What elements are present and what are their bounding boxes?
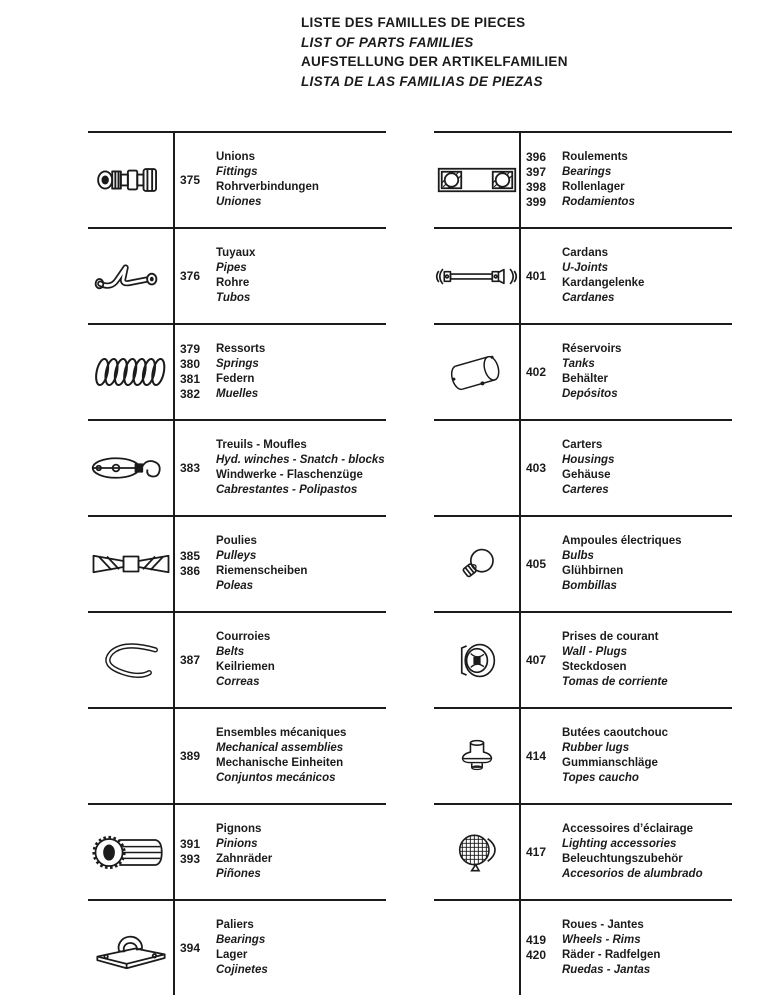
family-name: Rohrverbindungen bbox=[216, 181, 319, 193]
part-numbers bbox=[180, 749, 209, 764]
part-numbers bbox=[526, 461, 555, 476]
family-names bbox=[216, 150, 319, 210]
family-name: Pulleys bbox=[216, 550, 257, 562]
part-number: 420 bbox=[526, 948, 547, 962]
family-name: Bulbs bbox=[562, 550, 594, 562]
part-numbers bbox=[526, 365, 555, 380]
family-name: Gehäuse bbox=[562, 469, 611, 481]
family-name: Belts bbox=[216, 646, 245, 658]
family-name: Federn bbox=[216, 373, 255, 385]
wall-plug-icon bbox=[434, 613, 521, 707]
family-name: Pinions bbox=[216, 838, 258, 850]
family-names bbox=[216, 246, 255, 306]
family-name: Accessoires d’éclairage bbox=[562, 823, 694, 835]
part-number: 414 bbox=[526, 748, 547, 763]
family-name: Beleuchtungszubehör bbox=[562, 853, 683, 865]
part-number: 379 bbox=[180, 342, 201, 356]
part-numbers bbox=[180, 269, 209, 284]
parts-family-row bbox=[434, 419, 732, 515]
family-names bbox=[216, 630, 275, 690]
family-name: Bombillas bbox=[562, 580, 617, 592]
part-numbers bbox=[180, 837, 209, 867]
family-name: Réservoirs bbox=[562, 343, 622, 355]
family-name: Keilriemen bbox=[216, 661, 275, 673]
part-number: 417 bbox=[526, 844, 547, 859]
family-name: Paliers bbox=[216, 919, 254, 931]
part-numbers bbox=[180, 461, 209, 476]
parts-family-row bbox=[88, 899, 386, 995]
parts-family-row bbox=[88, 419, 386, 515]
family-text-cell bbox=[175, 229, 386, 323]
family-names bbox=[216, 726, 346, 786]
family-name: Topes caucho bbox=[562, 772, 639, 784]
part-number: 375 bbox=[180, 172, 201, 187]
family-name: Butées caoutchouc bbox=[562, 727, 669, 739]
family-names bbox=[562, 534, 682, 594]
family-name: Correas bbox=[216, 676, 260, 688]
family-names bbox=[216, 438, 385, 498]
family-text-cell bbox=[175, 421, 386, 515]
family-names bbox=[216, 918, 268, 978]
family-name: Lighting accessories bbox=[562, 838, 677, 850]
pillow-block-bearing-icon bbox=[88, 901, 175, 995]
part-number: 386 bbox=[180, 564, 201, 578]
family-names bbox=[562, 918, 660, 978]
family-names bbox=[562, 342, 621, 402]
family-name: Housings bbox=[562, 454, 615, 466]
family-name: Tanks bbox=[562, 358, 595, 370]
family-name: Rollenlager bbox=[562, 181, 625, 193]
family-name: Windwerke - Flaschenzüge bbox=[216, 469, 363, 481]
parts-column-left bbox=[88, 131, 386, 995]
page-title-line-fr: LISTE DES FAMILLES DE PIECES bbox=[301, 15, 526, 30]
belt-icon bbox=[88, 613, 175, 707]
part-number: 391 bbox=[180, 837, 201, 851]
family-name: Depósitos bbox=[562, 388, 618, 400]
family-text-cell bbox=[175, 517, 386, 611]
family-name: Rohre bbox=[216, 277, 250, 289]
part-number: 393 bbox=[180, 852, 201, 866]
page-title-line-en: LIST OF PARTS FAMILIES bbox=[301, 34, 474, 50]
part-numbers bbox=[526, 557, 555, 572]
family-name: Rodamientos bbox=[562, 196, 635, 208]
family-name: Glühbirnen bbox=[562, 565, 624, 577]
part-number: 402 bbox=[526, 364, 547, 379]
family-name: Treuils - Moufles bbox=[216, 439, 307, 451]
family-names bbox=[562, 150, 635, 210]
empty-image-cell bbox=[434, 901, 521, 995]
family-name: Tuyaux bbox=[216, 247, 256, 259]
family-name: Kardangelenke bbox=[562, 277, 645, 289]
page-title bbox=[301, 13, 568, 91]
family-text-cell bbox=[175, 325, 386, 419]
family-names bbox=[562, 822, 703, 882]
family-name: Ampoules électriques bbox=[562, 535, 682, 547]
page-title-line-de: AUFSTELLUNG DER ARTIKELFAMILIEN bbox=[301, 54, 568, 69]
family-name: Behälter bbox=[562, 373, 609, 385]
family-name: Tomas de corriente bbox=[562, 676, 668, 688]
tank-icon bbox=[434, 325, 521, 419]
family-text-cell bbox=[521, 133, 732, 227]
family-name: Lager bbox=[216, 949, 248, 961]
pipe-fittings-icon bbox=[88, 133, 175, 227]
family-text-cell bbox=[521, 901, 732, 995]
part-number: 381 bbox=[180, 372, 201, 386]
part-numbers bbox=[180, 342, 209, 402]
family-text-cell bbox=[521, 517, 732, 611]
parts-family-row bbox=[88, 707, 386, 803]
family-name: Cojinetes bbox=[216, 964, 268, 976]
part-numbers bbox=[526, 653, 555, 668]
family-name: Steckdosen bbox=[562, 661, 627, 673]
family-name: Räder - Radfelgen bbox=[562, 949, 661, 961]
family-name: Accesorios de alumbrado bbox=[562, 868, 703, 880]
family-name: Mechanische Einheiten bbox=[216, 757, 344, 769]
family-names bbox=[562, 630, 668, 690]
family-name: Carters bbox=[562, 439, 603, 451]
parts-column-right bbox=[434, 131, 732, 995]
family-name: Prises de courant bbox=[562, 631, 659, 643]
parts-family-row bbox=[434, 899, 732, 995]
parts-family-row bbox=[88, 131, 386, 227]
family-text-cell bbox=[175, 805, 386, 899]
family-name: Ruedas - Jantas bbox=[562, 964, 651, 976]
family-name: Tubos bbox=[216, 292, 251, 304]
family-name: Pignons bbox=[216, 823, 262, 835]
family-text-cell bbox=[521, 325, 732, 419]
family-name: Conjuntos mecánicos bbox=[216, 772, 336, 784]
part-number: 396 bbox=[526, 150, 547, 164]
parts-family-row bbox=[88, 323, 386, 419]
family-names bbox=[216, 342, 265, 402]
family-name: Mechanical assemblies bbox=[216, 742, 344, 754]
family-name: Bearings bbox=[216, 934, 266, 946]
winch-snatch-block-icon bbox=[88, 421, 175, 515]
part-number: 385 bbox=[180, 549, 201, 563]
part-numbers bbox=[180, 549, 209, 579]
empty-image-cell bbox=[434, 421, 521, 515]
family-name: Springs bbox=[216, 358, 259, 370]
family-name: Cardanes bbox=[562, 292, 615, 304]
family-text-cell bbox=[521, 613, 732, 707]
part-numbers bbox=[526, 845, 555, 860]
part-numbers bbox=[526, 150, 555, 210]
headlamp-icon bbox=[434, 805, 521, 899]
empty-image-cell bbox=[88, 709, 175, 803]
family-name: Cardans bbox=[562, 247, 609, 259]
family-names bbox=[562, 246, 644, 306]
family-name: Poulies bbox=[216, 535, 257, 547]
family-name: Riemenscheiben bbox=[216, 565, 308, 577]
family-name: Poleas bbox=[216, 580, 254, 592]
part-numbers bbox=[180, 941, 209, 956]
part-number: 405 bbox=[526, 556, 547, 571]
part-numbers bbox=[526, 749, 555, 764]
family-name: Zahnräder bbox=[216, 853, 273, 865]
family-name: Wall - Plugs bbox=[562, 646, 627, 658]
parts-family-row bbox=[434, 131, 732, 227]
family-name: Unions bbox=[216, 151, 255, 163]
part-number: 403 bbox=[526, 460, 547, 475]
family-text-cell bbox=[521, 709, 732, 803]
family-name: Gummianschläge bbox=[562, 757, 658, 769]
family-name: Ressorts bbox=[216, 343, 266, 355]
parts-family-row bbox=[434, 803, 732, 899]
light-bulb-icon bbox=[434, 517, 521, 611]
pinion-gear-icon bbox=[88, 805, 175, 899]
part-number: 407 bbox=[526, 652, 547, 667]
family-name: Roues - Jantes bbox=[562, 919, 644, 931]
pulley-icon bbox=[88, 517, 175, 611]
family-name: Muelles bbox=[216, 388, 259, 400]
part-number: 389 bbox=[180, 748, 201, 763]
family-names bbox=[216, 534, 307, 594]
family-text-cell bbox=[521, 229, 732, 323]
family-text-cell bbox=[175, 901, 386, 995]
part-number: 397 bbox=[526, 165, 547, 179]
part-numbers bbox=[180, 653, 209, 668]
parts-family-row bbox=[88, 515, 386, 611]
family-name: Cabrestantes - Polipastos bbox=[216, 484, 358, 496]
parts-family-row bbox=[434, 707, 732, 803]
family-names bbox=[562, 726, 668, 786]
part-number: 401 bbox=[526, 268, 547, 283]
bent-pipe-icon bbox=[88, 229, 175, 323]
family-name: Roulements bbox=[562, 151, 628, 163]
family-name: Piñones bbox=[216, 868, 261, 880]
part-number: 399 bbox=[526, 195, 547, 209]
family-name: Ensembles mécaniques bbox=[216, 727, 347, 739]
parts-family-row bbox=[88, 803, 386, 899]
family-text-cell bbox=[175, 613, 386, 707]
part-number: 398 bbox=[526, 180, 547, 194]
parts-family-row bbox=[434, 323, 732, 419]
family-name: Pipes bbox=[216, 262, 247, 274]
coil-spring-icon bbox=[88, 325, 175, 419]
family-name: Courroies bbox=[216, 631, 271, 643]
family-text-cell bbox=[175, 709, 386, 803]
family-name: Hyd. winches - Snatch - blocks bbox=[216, 454, 385, 466]
family-text-cell bbox=[521, 805, 732, 899]
family-name: Wheels - Rims bbox=[562, 934, 641, 946]
part-number: 380 bbox=[180, 357, 201, 371]
rubber-stop-icon bbox=[434, 709, 521, 803]
family-names bbox=[562, 438, 614, 498]
parts-family-row bbox=[434, 227, 732, 323]
family-name: Rubber lugs bbox=[562, 742, 630, 754]
parts-family-row bbox=[88, 227, 386, 323]
part-number: 383 bbox=[180, 460, 201, 475]
parts-family-row bbox=[434, 515, 732, 611]
part-number: 394 bbox=[180, 940, 201, 955]
family-name: Fittings bbox=[216, 166, 258, 178]
part-number: 376 bbox=[180, 268, 201, 283]
ball-bearing-icon bbox=[434, 133, 521, 227]
family-name: U-Joints bbox=[562, 262, 608, 274]
part-numbers bbox=[180, 173, 209, 188]
family-names bbox=[216, 822, 272, 882]
u-joint-shaft-icon bbox=[434, 229, 521, 323]
part-number: 387 bbox=[180, 652, 201, 667]
part-number: 382 bbox=[180, 387, 201, 401]
parts-family-row bbox=[88, 611, 386, 707]
part-number: 419 bbox=[526, 933, 547, 947]
parts-family-row bbox=[434, 611, 732, 707]
part-numbers bbox=[526, 269, 555, 284]
family-name: Uniones bbox=[216, 196, 262, 208]
family-text-cell bbox=[521, 421, 732, 515]
family-text-cell bbox=[175, 133, 386, 227]
part-numbers bbox=[526, 933, 555, 963]
family-name: Bearings bbox=[562, 166, 612, 178]
page-title-line-es: LISTA DE LAS FAMILIAS DE PIEZAS bbox=[301, 73, 543, 89]
family-name: Carteres bbox=[562, 484, 609, 496]
